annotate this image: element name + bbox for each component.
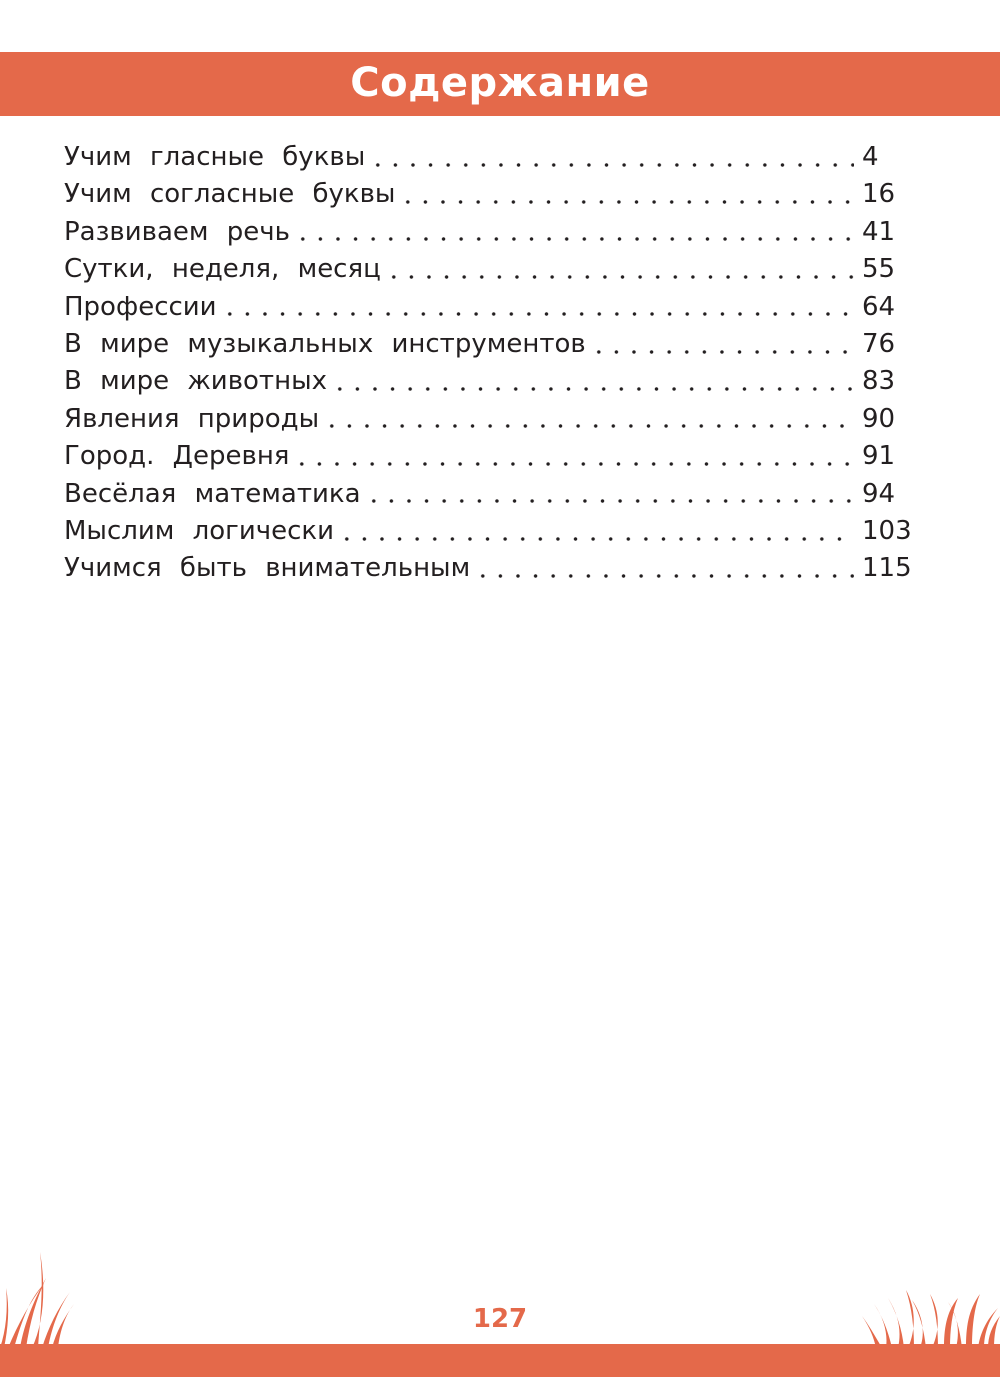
toc-item-label: Явления природы xyxy=(64,403,320,434)
toc-item-label: Сутки, неделя, месяц xyxy=(64,254,381,285)
dot-leader xyxy=(293,461,854,467)
table-of-contents xyxy=(64,139,914,588)
toc-item[interactable] xyxy=(64,401,914,438)
dot-leader xyxy=(399,199,854,205)
toc-item[interactable] xyxy=(64,176,914,213)
toc-item[interactable] xyxy=(64,139,914,176)
page-number: 127 xyxy=(472,1304,528,1334)
toc-item-label: Весёлая математика xyxy=(64,478,361,509)
toc-item-page: 64 xyxy=(862,291,896,322)
toc-item-page: 16 xyxy=(862,179,896,210)
toc-item[interactable] xyxy=(64,251,914,288)
dot-leader xyxy=(385,274,854,280)
toc-item-label: Мыслим логически xyxy=(64,515,334,546)
toc-item-label: В мире животных xyxy=(64,366,327,397)
dot-leader xyxy=(365,498,855,504)
toc-item-label: Город. Деревня xyxy=(64,441,290,472)
toc-item-label: В мире музыкальных инструментов xyxy=(64,328,586,359)
toc-item[interactable] xyxy=(64,438,914,475)
toc-item[interactable] xyxy=(64,363,914,400)
dot-leader xyxy=(590,349,854,355)
toc-item-label: Учим согласные буквы xyxy=(64,179,396,210)
dot-leader xyxy=(294,236,854,242)
dot-leader xyxy=(331,386,854,392)
toc-item-label: Профессии xyxy=(64,291,217,322)
toc-item-page: 41 xyxy=(862,216,896,247)
toc-item-page: 55 xyxy=(862,254,896,285)
toc-item-page: 91 xyxy=(862,441,896,472)
toc-item-label: Учим гласные буквы xyxy=(64,142,366,172)
toc-item[interactable] xyxy=(64,513,914,550)
page-title: Содержание xyxy=(350,60,650,106)
toc-item-page: 103 xyxy=(862,515,912,546)
dot-leader xyxy=(474,573,854,579)
toc-item-label: Развиваем речь xyxy=(64,216,290,247)
toc-item-page: 115 xyxy=(862,553,912,584)
dot-leader xyxy=(338,536,854,542)
footer-band xyxy=(0,1344,1000,1377)
toc-item[interactable] xyxy=(64,326,914,363)
dot-leader xyxy=(221,311,854,317)
toc-item-page: 90 xyxy=(862,403,896,434)
toc-item[interactable] xyxy=(64,289,914,326)
dot-leader xyxy=(369,162,854,168)
toc-item-label: Учимся быть внимательным xyxy=(64,553,471,584)
toc-item-page: 94 xyxy=(862,478,896,509)
toc-item-page: 83 xyxy=(862,366,896,397)
toc-item[interactable] xyxy=(64,550,914,587)
toc-item-page: 4 xyxy=(862,142,879,172)
toc-item[interactable] xyxy=(64,214,914,251)
toc-item-page: 76 xyxy=(862,328,896,359)
dot-leader xyxy=(323,423,854,429)
toc-item[interactable] xyxy=(64,476,914,513)
